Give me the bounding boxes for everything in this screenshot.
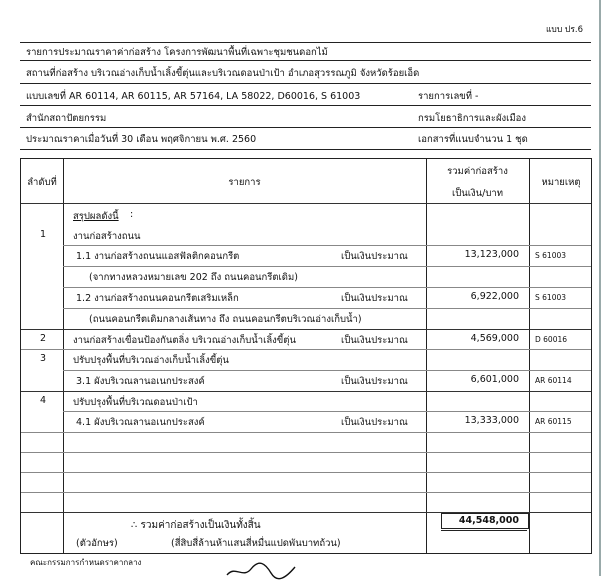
row-amount: 13,333,000 <box>464 415 519 426</box>
row-rule <box>21 492 591 493</box>
row-remark: AR 60114 <box>535 376 572 385</box>
committee-label: คณะกรรมการกำหนดราคากลาง <box>30 558 142 567</box>
row-amount-label: เป็นเงินประมาณ <box>341 376 408 387</box>
row-rule <box>21 391 591 392</box>
row-rule <box>21 472 591 473</box>
column-divider <box>63 159 64 553</box>
row-number: 3 <box>39 353 47 364</box>
row-remark: AR 60115 <box>535 417 572 426</box>
amount-in-words-label: (ตัวอักษร) <box>76 538 118 549</box>
column-header-total-unit: เป็นเงิน/บาท <box>452 188 503 199</box>
row-amount: 4,569,000 <box>470 333 519 344</box>
summary-label: สรุปผลดังนี้ <box>73 211 119 222</box>
row-rule <box>63 245 591 246</box>
column-divider <box>426 159 427 553</box>
row-remark: S 61003 <box>535 293 567 302</box>
row-rule <box>21 329 591 330</box>
header-rule <box>20 42 591 43</box>
header-rule <box>20 83 591 84</box>
column-header-remark: หมายเหตุ <box>541 177 581 188</box>
row-rule <box>21 432 591 433</box>
row-amount: 6,922,000 <box>470 291 519 302</box>
amount-in-words: (สี่สิบสี่ล้านห้าแสนสี่หมื่นแปดพันบาทถ้วน) <box>171 538 341 549</box>
row-description: (จากทางหลวงหมายเลข 202 ถึง ถนนคอนกรีตเดิม) <box>89 272 298 283</box>
row-amount-label: เป็นเงินประมาณ <box>341 417 408 428</box>
row-description: ปรับปรุงพื้นที่บริเวณดอนป่าเป้า <box>73 397 198 408</box>
grand-total-label: ∴ รวมค่าก่อสร้างเป็นเงินทั้งสิ้น <box>131 520 261 531</box>
row-rule <box>63 370 591 371</box>
row-description: งานก่อสร้างเขื่อนป้องกันตลิ่ง บริเวณอ่างเก็บน้ำเลิ้งขี้ตุ่น <box>73 335 296 346</box>
row-description: 3.1 ผังบริเวณลานอเนกประสงค์ <box>76 376 205 387</box>
form-code: แบบ ปร.6 <box>545 25 583 35</box>
row-amount-label: เป็นเงินประมาณ <box>341 251 408 262</box>
estimate-date: ประมาณราคาเมื่อวันที่ 30 เดือน พฤศจิกายน พ.ศ. 2560 <box>26 134 257 145</box>
row-remark: D 60016 <box>535 335 568 344</box>
row-description: ปรับปรุงพื้นที่บริเวณอ่างเก็บน้ำเลิ้งขี้ตุ่น <box>73 355 229 366</box>
header-rule <box>20 105 591 106</box>
row-amount-label: เป็นเงินประมาณ <box>341 335 408 346</box>
row-rule <box>63 308 591 309</box>
row-number: 2 <box>39 333 47 344</box>
attachment-count: เอกสารที่แนบจำนวน 1 ชุด <box>418 134 528 145</box>
row-description: 1.1 งานก่อสร้างถนนแอสฟัลติกคอนกรีต <box>76 251 240 262</box>
row-description: งานก่อสร้างถนน <box>73 231 141 242</box>
header-rule <box>20 127 591 128</box>
row-number: 1 <box>39 229 47 240</box>
row-description: (ถนนคอนกรีตเดิมกลางเส้นทาง ถึง ถนนคอนกรีตบริเวณอ่างเก็บน้ำ) <box>89 314 362 325</box>
row-amount: 6,601,000 <box>470 374 519 385</box>
signature-scribble-icon <box>225 561 305 581</box>
column-header-total: รวมค่าก่อสร้าง <box>447 166 508 177</box>
report-title: รายการประมาณราคาค่าก่อสร้าง โครงการพัฒนาพื้นที่เฉพาะชุมชนดอกไม้ <box>26 47 328 58</box>
plan-numbers: แบบเลขที่ AR 60114, AR 60115, AR 57164, LA 58022, D60016, S 61003 <box>26 91 361 102</box>
row-number: 4 <box>39 395 47 406</box>
header-row-rule <box>21 203 591 204</box>
row-remark: S 61003 <box>535 251 567 260</box>
row-rule <box>63 266 591 267</box>
header-rule <box>20 60 591 61</box>
grand-total-double-rule <box>441 528 527 531</box>
row-amount: 13,123,000 <box>464 249 519 260</box>
row-rule <box>21 349 591 350</box>
item-number: รายการเลขที่ - <box>418 91 479 102</box>
cost-table <box>20 158 592 554</box>
summary-colon: : <box>130 209 134 220</box>
row-rule <box>21 452 591 453</box>
site-location: สถานที่ก่อสร้าง บริเวณอ่างเก็บน้ำเลิ้งขี้ตุ่นและบริเวณดอนป่าเป้า อำเภอสุวรรณภูมิ จังหวัดร้อยเอ็ด <box>26 68 420 79</box>
header-rule <box>20 149 591 150</box>
row-rule <box>63 287 591 288</box>
row-description: 1.2 งานก่อสร้างถนนคอนกรีตเสริมเหล็ก <box>76 293 239 304</box>
column-divider <box>529 159 530 553</box>
column-header-no: ลำดับที่ <box>27 177 57 188</box>
office-name: สำนักสถาปัตยกรรม <box>26 113 107 124</box>
grand-total-amount: 44,548,000 <box>458 515 519 526</box>
row-rule <box>63 411 591 412</box>
row-amount-label: เป็นเงินประมาณ <box>341 293 408 304</box>
department-name: กรมโยธาธิการและผังเมือง <box>418 113 527 124</box>
row-description: 4.1 ผังบริเวณลานอเนกประสงค์ <box>76 417 205 428</box>
column-header-item: รายการ <box>228 177 261 188</box>
